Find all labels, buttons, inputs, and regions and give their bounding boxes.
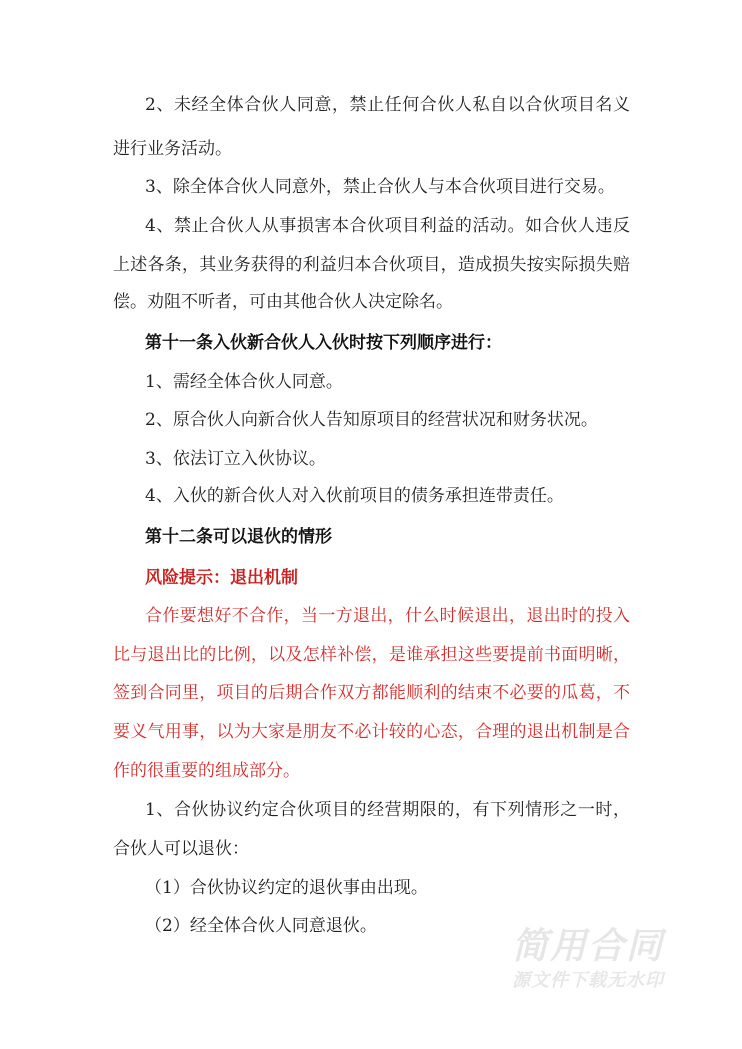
paragraph-line: 签到合同里，项目的后期合作双方都能顺利的结束不必要的瓜葛，不	[113, 683, 630, 703]
section-heading: 第十一条入伙新合伙人入伙时按下列顺序进行：	[145, 333, 502, 353]
paragraph-line: 合作要想好不合作，当一方退出，什么时候退出，退出时的投入	[145, 606, 630, 626]
paragraph-line: 4、入伙的新合伙人对入伙前项目的债务承担连带责任。	[145, 486, 564, 506]
paragraph-line: 3、除全体合伙人同意外，禁止合伙人与本合伙项目进行交易。	[145, 177, 615, 197]
paragraph-line: 作的很重要的组成部分。	[113, 761, 300, 781]
section-heading: 第十二条可以退伙的情形	[145, 527, 332, 547]
paragraph-line: 4、禁止合伙人从事损害本合伙项目利益的活动。如合伙人违反	[145, 216, 630, 236]
paragraph-line: 上述各条，其业务获得的利益归本合伙项目，造成损失按实际损失赔	[113, 255, 630, 275]
paragraph-line: 比与退出比的比例，以及怎样补偿，是谁承担这些要提前书面明晰，	[113, 645, 630, 665]
paragraph-line: 进行业务活动。	[113, 139, 232, 159]
watermark-brand: 简用合同	[512, 926, 665, 967]
paragraph-line: 要义气用事，以为大家是朋友不必计较的心态，合理的退出机制是合	[113, 722, 630, 742]
paragraph-line: 2、未经全体合伙人同意，禁止任何合伙人私自以合伙项目名义	[145, 95, 630, 115]
paragraph-line: 3、依法订立入伙协议。	[145, 449, 326, 469]
watermark-tagline: 源文件下载无水印	[512, 970, 664, 991]
paragraph-line: 1、合伙协议约定合伙项目的经营期限的，有下列情形之一时，	[145, 800, 630, 820]
paragraph-line: 合伙人可以退伙：	[113, 839, 249, 859]
paragraph-line: 偿。劝阻不听者，可由其他合伙人决定除名。	[113, 292, 453, 312]
paragraph-line: 2、原合伙人向新合伙人告知原项目的经营状况和财务状况。	[145, 410, 598, 430]
paragraph-line: （1）合伙协议约定的退伙事由出现。	[145, 878, 428, 898]
section-heading: 风险提示：退出机制	[145, 568, 298, 588]
paragraph-line: （2）经全体合伙人同意退伙。	[145, 916, 377, 936]
paragraph-line: 1、需经全体合伙人同意。	[145, 372, 343, 392]
